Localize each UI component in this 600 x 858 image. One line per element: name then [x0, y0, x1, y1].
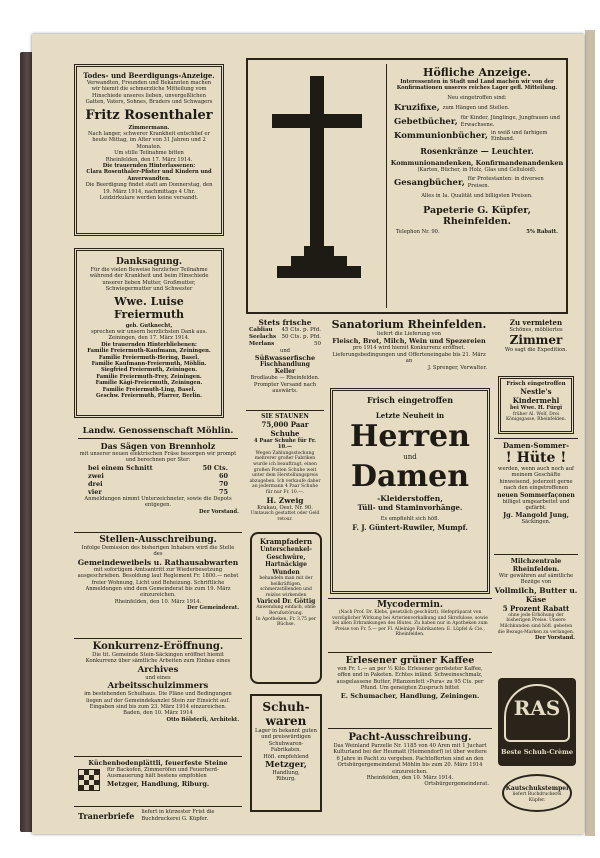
death-notice-text: Nach langer, schwerer Krankheit entschlief er heute Mittag, im Alter von 31 Jahren und 2 Monaten. [88, 131, 210, 150]
thanks-family-item: Familie Freiermuth-Hering, Basel. [98, 354, 200, 361]
mycodermin-title: Mycodermin. [376, 600, 444, 610]
ras-logo-text: RAS [513, 696, 561, 720]
fish-item-name: Cabliau [249, 327, 273, 333]
hats-title: Damen-Sommer- [502, 441, 570, 450]
fish-item [246, 334, 324, 341]
price-cut: drei [88, 479, 103, 488]
bankruptcy-title: Konkurrenz-Eröffnung. [92, 641, 224, 652]
clothing-und: und [403, 453, 417, 461]
stationery-item-name: Kruzifixe, [394, 103, 440, 114]
thanks-ad [74, 248, 224, 418]
clothing-sub: -Kleiderstoffen, [377, 494, 443, 504]
hats-text: werden, wenn auch noch auf meinem Geschäfte hinweisend, jederzeit gerne nach den eingetroffenen [498, 466, 574, 492]
cooperative-sign: Der Vorstand. [199, 508, 239, 515]
bankruptcy-and: und eines [145, 674, 171, 681]
hats-text2: billigst umgearbeitet und gefärbt. [502, 498, 570, 512]
shoewares-text: Lager in bekannt guten und preiswürdigen Schuhwaren-Fabrikaten. [255, 728, 317, 754]
cross-beam [272, 114, 362, 128]
cross-panel [252, 64, 387, 308]
clothing-recommend: Es empfiehlt sich höfl. [380, 516, 440, 523]
kitchen-ad [74, 756, 242, 804]
stamp-ad [502, 774, 572, 812]
fish-item-name: Merlans [249, 341, 275, 347]
nestle-ad [498, 376, 574, 434]
stationery-company: Papeterie G. Küpfer, Rheinfelden. [423, 205, 531, 228]
shoewares-recommend: Höfl. empfehlend [263, 753, 309, 760]
job-heading: Gemeindeweibels u. Rathausabwarten [77, 557, 239, 567]
sanatorium-title: Sanatorium Rheinfelden. [331, 318, 487, 331]
milk-text2: ohne jede Erhöhung der bisherigen Preise. Unsere Milchkunden sind höfl. gebeten die Bezugs-Marken zu verlangen. [497, 612, 575, 635]
thanks-family-item: Geschw. Freiermuth, Pfarrer, Berlin. [96, 393, 202, 400]
varicose-product: Varicol Dr. Göttig [256, 598, 316, 606]
deceased-occupation: Zimmermann. [128, 124, 170, 131]
stationery-item [390, 130, 564, 143]
kitchen-company: Metzger, Handlung, Riburg. [107, 779, 210, 788]
hats-heading: neuen Sommerfaçonen [497, 491, 575, 499]
stationery-item-desc: zum Hängen und Stellen. [442, 105, 510, 112]
hats-ad [494, 438, 578, 552]
ras-product: Beste Schuh-Crème [501, 748, 573, 756]
clothing-herren: Herren [350, 419, 470, 454]
stationery-intro: Interessenten in Stadt und Land machen wir von der Konfirmationen unseres reiches Lager gefl. Mitteilung. [396, 79, 558, 92]
milk-title: Milchzentrale Rheinfelden. [510, 557, 562, 573]
mourning-letters-label: Tranerbriefe [78, 810, 135, 821]
kitchen-title: Küchenbodenplättli, feuerfeste Steine [88, 759, 228, 767]
stationery-item-desc: in weiß und farbigem Einband. [491, 130, 548, 143]
cooperative-title: Landw. Genossenschaft Möhlin. [82, 426, 234, 436]
shoewares-company: Metzger, [265, 760, 307, 771]
cross-icon [310, 76, 324, 246]
clothing-company: F. J. Güntert-Ruwiler, Mumpf. [352, 522, 468, 532]
hats-place: Säckingen. [521, 519, 551, 526]
shoes-price: 4 Paar Schuhe für Fr. 10.— [254, 438, 316, 451]
milk-ad [494, 554, 578, 674]
mourning-letters-ad [74, 806, 242, 824]
varicose-lines [252, 546, 320, 576]
mourning-letters-text: liefert in kürzester Frist die Buchdruckerei G. Küpfer. [141, 809, 215, 822]
stationery-communion-sub: (Karten, Bücher, in Holz, Glas und Celluloid). [417, 166, 537, 173]
thanks-family-item: Familie Freiermuth-Ling, Basel. [102, 386, 196, 393]
varicose-line: Unterschenkel- [260, 546, 312, 553]
cooperative-heading: Das Sägen von Brennholz [100, 441, 216, 451]
death-notice-date: Rheinfelden, den 17. März 1914. [105, 156, 193, 163]
price-row [74, 464, 242, 472]
kitchen-text: für Backofen, Zimmeröfen und Feuerherd-Ausmauerung hält bestens empfohlen [107, 767, 219, 780]
varicose-usage: Anwendung einfach, ohne Berufsstörung. [256, 605, 316, 616]
death-notice-title: Todes- und Beerdigungs-Anzeige. [83, 71, 215, 80]
cross-pedestal [252, 246, 386, 278]
shoes-offer: 75,000 Paar Schuhe [261, 420, 309, 438]
sanatorium-goods: Fleisch, Brot, Milch, Wein und Spezereien [332, 337, 486, 346]
sanatorium-ad [328, 318, 490, 382]
job-ad [74, 532, 242, 634]
bankruptcy-text2: im bestehenden Schulhaus. Die Pläne und Bedingungen liegen auf der Gemeindekanzlei Stein zur Einsicht auf. Eingaben sind bis zum 23. März 1914 einzureichen. [84, 691, 232, 711]
price-value: 60 [218, 471, 228, 480]
fish-item-price: 45 Cts. p. Pfd. [281, 327, 321, 333]
stationery-item-name: Gebetbücher, [394, 116, 458, 127]
thanks-closing: sprechen wir unsern herzlichsten Dank aus. [90, 329, 208, 336]
varicose-title: Krampfadern [259, 537, 313, 546]
thanks-family-item: Familie Kaufmann-Freiermuth, Möhlin. [91, 361, 207, 368]
shoewares-place: Riburg. [276, 776, 296, 783]
shoes-address: Krakau, Oest. Nr. 90. [257, 504, 313, 511]
stationery-communion: Kommunionandenken, Konfirmandenandenken [390, 158, 564, 167]
coffee-title: Erlesener grüner Kaffee [345, 655, 475, 666]
stationery-item [390, 103, 564, 113]
fish-location: Brodlaube — Rheinfelden. [250, 375, 320, 382]
price-cut: vier [88, 487, 102, 496]
sanatorium-text2: pro 1914 wird hiemit Konkurrenz eröffnet. Lieferungsbedingungen und Offerteneingabe bis 21. März an [332, 345, 486, 365]
shoewares-ad [250, 694, 322, 812]
price-value: 70 [218, 479, 228, 488]
cooperative-ad [74, 426, 242, 526]
price-row [74, 480, 242, 488]
stationery-items [390, 103, 564, 143]
price-cut: zwei [88, 471, 104, 480]
hats-company: Jg. Mangold Jung, [503, 511, 569, 520]
fish-title: Stets frische [258, 318, 312, 327]
bankruptcy-ad [74, 638, 242, 752]
clothing-sub2: Tüll- und Staminvorhänge. [357, 503, 463, 513]
death-notice-note: Leidzirkulare werden keine versandt. [99, 195, 199, 202]
clothing-arrived: Frisch eingetroffen [366, 395, 454, 405]
room-word: Zimmer [509, 333, 563, 348]
stationery-item-desc: für Kinder, Jünglinge, Jungfrauen und Erwachsene. [460, 115, 560, 128]
nestle-note: früher Al. Wolf, Drei Königsgasse, Rheinfelden. [505, 411, 567, 423]
cooperative-text: mit unserer neuen elektrischen Fräse besorgen wir prompt und berechnen per Ster: [79, 451, 237, 464]
bankruptcy-heading1: Archives [137, 664, 179, 675]
cooperative-prices [74, 464, 242, 496]
tile-pattern-icon [78, 769, 100, 791]
death-notice-mourner-name: Clara Rosenthaler-Pfister und Kindern und Anverwandten. [86, 169, 212, 182]
job-sign: Der Gemeinderat. [187, 605, 239, 612]
shoes-note: Umtausch gestattet oder Geld retour. [250, 510, 320, 522]
thanks-family-item: Familie Freiermuth-Frey, Zeiningen. [96, 373, 202, 380]
thanks-title: Danksagung. [115, 257, 183, 267]
page-edge [585, 30, 595, 836]
shoewares-title: Schuh-waren [262, 700, 310, 728]
newspaper-page [32, 34, 584, 834]
death-notice-request: Um stille Teilnahme bitten [114, 150, 184, 157]
job-text1: Infolge Demission des bisherigen Inhabers wird die Stelle des [81, 545, 235, 558]
coffee-text: von Fr. 1.— an per ½ Kilo. Erlesener gerösteter Kaffee, offen und in Paketen. Echtes inländ. Schweineschmalz, ausgelassene Butter, Pflanzenfett »Pura« zu 95 Cts. per Pfund. Um geneigten Zuspruch bittet [336, 666, 484, 692]
varicose-text: behandeln man mit der heilkräftigen, schmerzstillenden und reizlos wirkenden [259, 576, 313, 598]
lease-ad [328, 728, 492, 820]
shoes-title: SIE STAUNEN [261, 413, 309, 420]
price-value: 50 Cts. [202, 463, 228, 472]
varicose-line: Wunden [272, 568, 300, 576]
mycodermin-ad [328, 598, 492, 650]
bankruptcy-date: Baden, den 10. März 1914 [123, 710, 193, 717]
mycodermin-text: (Nach Prof. Dr. Klebs, gesetzlich geschützt). Hefepräparat von vorzüglicher Wirkung bei Arterienverkalkung und Skrofulose, sowie bei allen Erkrankungen des Blutes. Zu haben nur in Apotheken zum Preise von Fr. 5.— per Fl. Alleinige Fabrikanten: E. Lüpfel & Cie., Rheinfelden. [332, 610, 488, 638]
shoes-ad [246, 410, 324, 526]
stationery-discount: 5% Rabatt. [526, 229, 558, 236]
thanks-name: Wwe. Luise Freiermuth [113, 294, 185, 321]
varicose-line: Hartnäckige [265, 561, 307, 568]
fish-and: und [279, 348, 290, 354]
room-title: Zu vermieten [509, 318, 563, 327]
fish-item-price: 50 [314, 341, 321, 347]
stamp-label: Kautschukstempel [505, 785, 569, 792]
fish-item-price: 50 Cts. p. Pfd. [281, 334, 321, 340]
thanks-date: Zeiningen, den 17. März 1914. [108, 335, 190, 342]
nestle-seller: bei Wwe. H. Fürgi [509, 405, 563, 412]
stationery-title: Höfliche Anzeige. [423, 66, 531, 79]
sanatorium-text: liefert die Lieferung von [377, 331, 441, 337]
cooperative-footer: Anmeldungen nimmt Unterzeichneter, sowie die Depots entgegen. [84, 495, 232, 509]
shoes-text: Wegen Zahlungsstockung mehrerer großer Fabriken wurde ich beauftragt, einen großen Posten Schuhe weit unter dem Herstellungspreis abzugeben. Ich verkaufe daher an jedermann 4 Paar Schuhe für nur Fr. 10.—. [249, 450, 321, 495]
stationery-ad [246, 58, 568, 314]
fish-items [246, 327, 324, 348]
shoes-name: H. Zweig [266, 495, 304, 505]
lease-sign: Ortsbürgergemeinderat. [424, 781, 489, 788]
milk-text: Wir gewähren auf sämtliche Bezüge von [498, 573, 574, 586]
room-sub: Schönes, möbliertes [509, 327, 563, 333]
job-text2: mit sofortigem Amtsantritt zur Wiederbesetzung ausgeschrieben. Besoldung laut Reglement Fr. 1800.— nebst freier Wohnung, Licht und Beheizung. Schriftliche Anmeldungen sind dem Gemeinderat bis zum 19. März einzureichen. [77, 566, 239, 599]
fish-sub: Süßwasserfische [254, 354, 316, 363]
clothing-damen: Damen [350, 459, 470, 495]
thanks-family-item: Siegfried Freiermuth, Zeiningen. [100, 367, 198, 374]
room-ad [494, 318, 578, 372]
fish-item [246, 327, 324, 334]
milk-discount: 5 Prozent Rabatt [502, 603, 570, 613]
price-row [74, 472, 242, 480]
hats-word: ! Hüte ! [505, 450, 567, 466]
deceased-name: Fritz Rosenthaler [85, 107, 213, 123]
stationery-hymn-desc: für Protestanten: in diversen Preisen. [467, 176, 544, 189]
thanks-text: Für die vielen Beweise herzlicher Teilnahme während der Krankheit und beim Hinschiede unserer lieben Mutter, Großmutter, Schwiegermutter und Schwester [89, 267, 209, 293]
clothing-latest: Letzte Neuheit in [375, 411, 445, 420]
clothing-ad [330, 388, 490, 594]
thanks-family-item: Familie Freiermuth-Kaufmann, Zeiningen. [87, 348, 211, 355]
varicose-price: In Apotheken. Fr. 3.75 per Büchse. [255, 616, 317, 628]
job-title: Stellen-Ausschreibung. [99, 535, 217, 545]
stamp-sub: liefert Buchdruckerei Küpfer. [512, 792, 562, 803]
divider [78, 438, 238, 439]
lease-text: Das Weinland Parzelle Nr. 1185 von 40 Aren mit 1 Juchart Kulturland bei der Heumatt (Heimendorf) ist über weitere 6 Jahre in Pacht zu vergeben. Pachtofferten sind an den Ortsbürgergemeinderat Möhlin bis zum 20. März 1914 einzureichen. [333, 743, 487, 775]
stationery-phone: Telephon Nr. 90. [396, 229, 440, 236]
death-notice-mourners: Die trauernden Hinterlassenen: [102, 163, 196, 170]
coffee-ad [328, 652, 492, 724]
milk-item: Vollmilch, Butter u. Käse [494, 585, 578, 604]
room-note: Wo sagt die Expedition. [504, 347, 568, 354]
stationery-rosary: Rosenkränze — Leuchter. [420, 145, 534, 156]
fish-item [246, 341, 324, 348]
ras-shoe-cream-ad [498, 678, 576, 766]
nestle-product: Nestle's Kindermehl [512, 387, 560, 406]
nestle-arrived: Frisch eingetroffen [506, 381, 566, 387]
fish-item-name: Seelachs [249, 334, 277, 340]
fish-ad [246, 318, 324, 410]
job-date: Rheinfelden, den 10. März 1914. [114, 598, 202, 605]
thanks-maiden: geb. Gutknecht, [125, 322, 173, 329]
stationery-item [390, 115, 564, 128]
bankruptcy-sign: Otto Bölsterli, Architekt. [166, 716, 239, 723]
lease-date: Rheinfelden, den 10. März 1914. [366, 775, 454, 782]
bankruptcy-heading2: Arbeitsschulzimmers [107, 681, 209, 692]
stationery-quality: Alles in Ia. Qualität und billigsten Preisen. [421, 193, 533, 200]
stationery-new: Neu eingetroffen sind: [447, 94, 507, 101]
sanatorium-sign: J. Sprenger, Verwalter. [427, 364, 487, 371]
bankruptcy-text: Die tit. Gemeinde Stein-Säckingen eröffnet hiemit Konkurrenz über sämtliche Arbeiten zum Einbau eines [85, 652, 231, 665]
death-notice-funeral: Die Beerdigung findet statt am Donnerstag, den 19. März 1914, nachmittags 4 Uhr. [85, 182, 213, 195]
varicose-line: Geschwüre, [266, 553, 306, 561]
thanks-mourners: Die trauernden Hinterbliebenen: [101, 341, 197, 348]
price-value: 75 [218, 487, 228, 496]
death-notice-intro: Verwandten, Freunden und Bekannten machen wir hiemit die schmerzliche Mitteilung vom Hinschiede unseres lieben, unvergeßlichen Gatten, Vaters, Sohnes, Bruders und Schwagers [85, 80, 213, 106]
stationery-item-name: Kommunionbücher, [394, 131, 489, 142]
price-cut: bei einem Schnitt [88, 463, 153, 472]
death-notice-ad [74, 64, 224, 236]
milk-sign: Der Vorstand. [535, 635, 575, 642]
fish-shop: Fischhandlung Keller [260, 361, 310, 375]
stationery-hymn: Gesangbücher, [394, 177, 465, 188]
lease-title: Pacht-Ausschreibung. [348, 732, 472, 743]
fish-note: Prompter Versand nach auswärts. [253, 381, 317, 395]
thanks-families [79, 348, 219, 399]
price-row [74, 488, 242, 496]
varicose-ad [250, 532, 322, 684]
shoewares-sub: Handlung, [272, 770, 300, 777]
thanks-family-item: Familie Kägi-Freiermuth, Zeiningen. [95, 380, 203, 387]
coffee-company: E. Schumacher, Handlung, Zeiningen. [340, 691, 480, 700]
